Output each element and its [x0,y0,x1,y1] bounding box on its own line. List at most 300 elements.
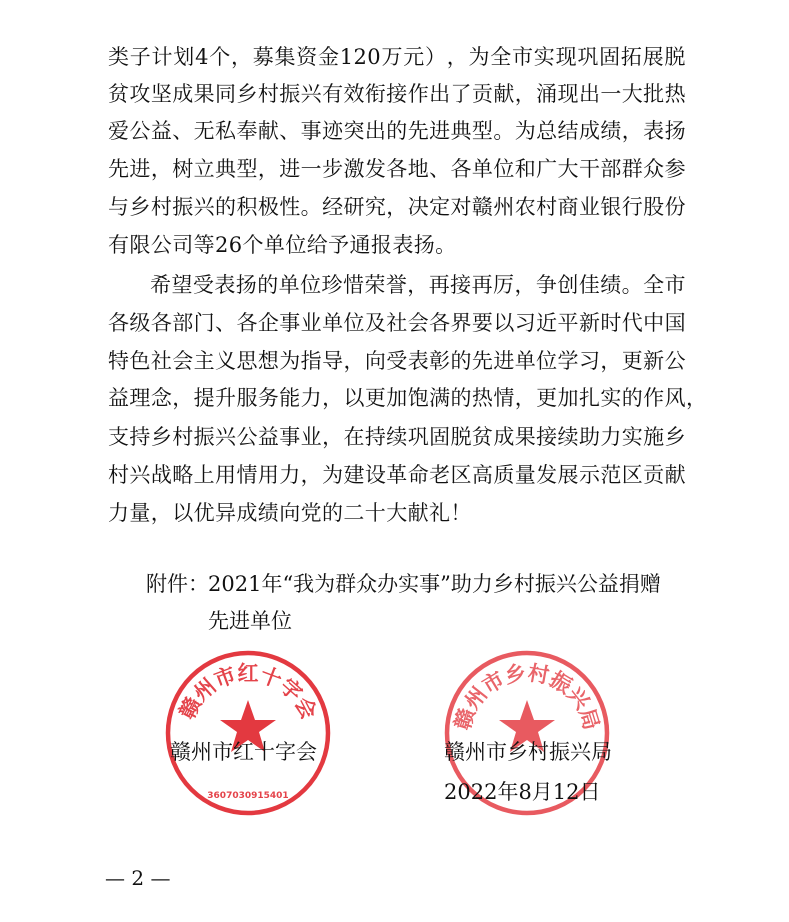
body-char: 。 [621,273,644,297]
body-char: 对 [450,195,472,219]
body-char: 成 [578,119,601,143]
body-char: 厉 [493,273,515,297]
body-line [150,271,686,299]
body-char: 的 [450,349,472,373]
body-char: 广 [536,157,558,181]
body-char: 坚 [150,82,173,106]
body-char: 型 [471,119,494,143]
body-char: 量 [514,463,537,487]
body-char: 出 [364,119,387,143]
body-char: 定 [429,195,451,219]
body-char: 示 [578,463,601,487]
body-char: 要 [471,311,494,335]
seal-text: 赣州市乡村振兴局 [450,660,604,733]
body-char: 拓 [620,45,643,69]
body-char: 情 [236,463,258,487]
body-char: 新 [578,311,601,335]
body-char: ， [150,157,173,181]
body-char: 争 [535,273,558,297]
body-char: 为 [279,349,301,373]
body-char: 万 [381,45,403,69]
body-char: 果 [193,82,216,106]
body-char: 表 [643,119,665,143]
body-char: 极 [257,195,280,219]
body-char: 为 [322,463,344,487]
body-char: 有 [322,82,344,106]
body-char: 事 [279,425,301,449]
body-char: 激 [343,157,365,181]
body-char: 益 [257,425,280,449]
body-char: 果 [514,425,537,449]
body-char: 念 [150,386,173,410]
body-char: 想 [257,349,280,373]
body-char: 义 [215,349,237,373]
body-char: 支 [108,425,130,449]
body-char: 希 [150,273,172,297]
body-char: 会 [172,349,194,373]
body-char: 贡 [471,82,494,106]
body-char: 业 [300,311,323,335]
body-char: 脱 [450,425,472,449]
body-char: 性 [279,195,301,219]
body-char: 续 [386,425,408,449]
body-char: 衔 [364,82,387,106]
body-line [108,117,686,145]
body-char: 私 [215,119,237,143]
body-char: ， [514,273,536,297]
body-char: 受 [192,273,215,297]
body-char: 、 [429,157,451,181]
body-char: 乡 [664,425,686,449]
body-char: 现 [557,82,579,106]
body-char: 进 [279,157,301,181]
body-char: 献 [664,463,686,487]
body-char: 的 [257,273,279,297]
body-char: 进 [129,157,151,181]
body-char: 位 [493,157,515,181]
body-char: 高 [471,463,494,487]
body-char: 力 [300,386,323,410]
body-char: 树 [172,157,194,181]
body-char: 典 [450,119,472,143]
body-char: 的 [215,195,237,219]
body-char: 结 [557,119,579,143]
body-char: 赣 [471,195,494,219]
body-char: 一 [300,157,323,181]
body-char: 力 [279,463,301,487]
attachment-label: 附件： [146,572,209,596]
body-char: 市 [664,273,686,297]
body-char: 型 [236,157,258,181]
body-char: 银 [600,195,622,219]
body-char: 门 [193,311,216,335]
body-line [108,80,686,108]
body-char: 位 [300,273,322,297]
body-char: 中 [643,311,665,335]
body-char: 表 [214,273,236,297]
body-char: 、 [279,119,301,143]
body-char: 各 [150,311,173,335]
body-char: 贡 [643,463,665,487]
attachment-title-cont: 先进单位 [208,609,292,633]
body-char: 乡 [129,195,151,219]
body-char: 固 [599,45,621,69]
body-char: 发 [536,463,558,487]
body-char: 更 [621,349,644,373]
body-char: 为 [468,45,490,69]
body-char: ， [386,195,408,219]
body-char: 类 [108,45,130,69]
body-char: 了 [450,82,472,106]
body-char: 设 [364,463,387,487]
body-char: 益 [108,386,130,410]
body-char: 近 [536,311,558,335]
body-char: 力 [600,425,622,449]
body-char: 业 [300,425,323,449]
body-char: 120 [339,45,382,69]
body-char: 益 [150,119,173,143]
signature-left-org: 赣州市红十字会 [170,740,317,764]
body-char: 企 [257,311,280,335]
body-char: 和 [514,157,537,181]
body-char: 饱 [407,386,430,410]
body-char: 建 [343,463,365,487]
body-char: 涌 [536,82,558,106]
body-char: 村 [108,463,130,487]
body-char: 划 [173,45,195,69]
body-char: 进 [429,119,451,143]
body-char: 更 [536,386,558,410]
body-char: 先 [471,349,494,373]
body-char: 作 [407,82,430,106]
body-char: 各 [386,157,408,181]
body-char: 位 [536,349,558,373]
body-char: 究 [364,195,387,219]
body-line [108,309,686,337]
body-char: 个 [209,45,231,69]
body-char: 乡 [236,82,258,106]
body-char: 乡 [150,425,173,449]
body-char: 佳 [578,273,601,297]
body-char: 实 [533,45,556,69]
body-char: 村 [257,82,280,106]
body-char: 单 [278,273,301,297]
body-char: 兴 [215,425,237,449]
body-char: 绩 [600,273,622,297]
body-char: 学 [557,349,579,373]
body-char: 公 [236,425,258,449]
body-char: 代 [621,311,644,335]
body-char: 扎 [578,386,601,410]
body-char: 及 [364,311,387,335]
body-char: 份 [664,195,686,219]
body-line: 有限公司等26个单位给予通报表扬。 [108,233,457,257]
body-char: 进 [493,349,515,373]
body-char: 兴 [129,463,151,487]
body-char: 加 [386,386,408,410]
body-char: 接 [536,425,558,449]
body-char: 扬 [235,273,258,297]
body-char: 干 [578,157,601,181]
body-char: ， [322,425,344,449]
body-char: 热 [664,82,686,106]
body-char: 老 [429,463,451,487]
body-char: 、 [215,311,237,335]
body-line [108,43,686,71]
body-char: 部 [600,157,622,181]
body-char: 受 [386,349,408,373]
body-char: 巩 [407,425,430,449]
body-char: 革 [386,463,408,487]
body-char: 同 [215,82,237,106]
body-char: 略 [172,463,194,487]
body-line [108,347,686,375]
body-char: 作 [643,386,665,410]
body-char: 命 [407,463,430,487]
body-char: 振 [193,425,216,449]
body-char: 位 [343,311,365,335]
body-char: 现 [555,45,577,69]
body-char: 彰 [429,349,451,373]
body-char: 行 [621,195,644,219]
body-char: 全 [643,273,665,297]
seal-code: 3607030915401 [207,791,289,801]
body-char: 誉 [385,273,408,297]
body-char: 金 [318,45,340,69]
body-char: 经 [322,195,344,219]
body-char: 募 [252,45,275,69]
body-char: 贫 [471,425,494,449]
body-char: 4 [195,45,209,69]
body-char: 荣 [364,273,386,297]
body-char: 区 [621,463,644,487]
body-char: 一 [600,82,622,106]
body-char: 的 [621,386,644,410]
body-char: 与 [108,195,130,219]
body-char: 贫 [108,82,130,106]
body-char: 振 [279,82,301,106]
body-char: 步 [322,157,344,181]
body-char: 子 [129,45,152,69]
body-char: 习 [514,311,537,335]
body-char: ， [300,463,323,487]
body-char: 望 [171,273,193,297]
body-char: 单 [322,311,344,335]
body-char: ， [600,349,622,373]
body-char: 提 [193,386,216,410]
body-char: 商 [557,195,579,219]
body-char: 大 [557,157,579,181]
body-char: 出 [578,82,601,106]
body-char: 为 [514,119,537,143]
body-char: 能 [279,386,301,410]
body-char: 惜 [342,273,365,297]
body-char: 以 [493,311,515,335]
body-char: 立 [193,157,216,181]
body-char: 特 [108,349,130,373]
body-char: 资 [296,45,318,69]
body-char: 范 [600,463,622,487]
body-char: 助 [578,425,601,449]
body-char: 地 [407,157,430,181]
body-char: 创 [557,273,579,297]
body-line [108,193,686,221]
body-char: 攻 [129,82,151,106]
body-char: ， [685,386,708,410]
body-char: 接 [386,82,408,106]
signature-right-org: 赣州市乡村振兴局 [444,740,612,764]
body-char: 界 [450,311,472,335]
body-char: 群 [621,157,644,181]
body-char: 单 [471,157,494,181]
body-line: 力量，以优异成绩向党的二十大献礼！ [108,501,472,525]
body-char: 村 [150,195,173,219]
body-char: 事 [300,119,323,143]
body-char: 再 [471,273,493,297]
body-char: 风 [664,386,686,410]
body-char: 单 [514,349,537,373]
body-char: 效 [343,82,365,106]
body-char: 股 [643,195,665,219]
body-line [108,423,686,451]
seal-text: 赣州市红十字会 [174,661,322,724]
body-char: 献 [257,119,280,143]
body-char: 发 [364,157,387,181]
body-char: 各 [450,157,472,181]
body-char: 部 [172,311,194,335]
body-char: ， [514,82,537,106]
body-char: 级 [129,311,151,335]
body-char: 的 [450,386,472,410]
body-char: 公 [129,119,151,143]
body-char: 平 [557,311,579,335]
body-char: 升 [215,386,237,410]
body-char: 迹 [322,119,344,143]
body-char: 质 [493,463,515,487]
body-char: 计 [151,45,173,69]
body-char: 成 [493,425,515,449]
body-char: ， [446,45,469,69]
body-char: 批 [643,82,665,106]
body-char: 决 [407,195,430,219]
body-char: 、 [172,119,194,143]
body-char: 村 [536,195,558,219]
body-char: 众 [643,157,665,181]
body-char: 奉 [236,119,258,143]
body-char: 加 [557,386,579,410]
body-char: 热 [471,386,494,410]
body-char: 珍 [321,273,343,297]
body-char: 区 [450,463,472,487]
body-char: 大 [621,82,644,106]
body-char: 公 [664,349,686,373]
body-char: 战 [150,463,173,487]
body-char: 导 [322,349,344,373]
body-char: 绩 [600,119,622,143]
body-char: 业 [578,195,601,219]
body-char: 元 [403,45,425,69]
body-char: 接 [450,273,472,297]
body-char: 续 [557,425,579,449]
body-char: 习 [578,349,601,373]
body-char: 新 [643,349,665,373]
body-char: 展 [557,463,579,487]
body-char: 兴 [300,82,323,106]
body-char: 巩 [577,45,599,69]
body-char: 事 [279,311,301,335]
body-char: 服 [236,386,258,410]
body-char: 总 [536,119,558,143]
body-char: 国 [664,311,686,335]
body-char: 社 [386,311,408,335]
body-char: 持 [129,425,151,449]
body-char: 集 [274,45,296,69]
body-char: 。 [300,195,323,219]
body-char: 州 [493,195,515,219]
body-char: ） [424,45,447,69]
body-char: 扬 [664,119,686,143]
body-char: 各 [236,311,258,335]
body-char: 再 [428,273,451,297]
body-line [108,461,686,489]
body-char: 会 [407,311,430,335]
body-char: 突 [343,119,365,143]
body-char: 出 [429,82,451,106]
body-char: 社 [150,349,173,373]
body-char: 积 [236,195,258,219]
body-char: 全 [490,45,512,69]
body-char: 实 [600,386,622,410]
body-char: ， [343,349,365,373]
body-char: 实 [621,425,644,449]
body-char: 主 [193,349,216,373]
body-char: ， [514,386,537,410]
body-char: 理 [129,386,151,410]
body-char: 爱 [108,119,130,143]
body-char: 情 [493,386,515,410]
body-char: 兴 [193,195,216,219]
body-char: 更 [364,386,387,410]
body-char: 无 [193,119,216,143]
body-char: 参 [664,157,686,181]
attachment-title: 2021年“我为群众办实事”助力乡村振兴公益捐赠 [208,572,661,596]
body-char: 先 [108,157,130,181]
body-char: 。 [493,119,515,143]
body-char: 用 [257,463,280,487]
body-char: 振 [172,195,194,219]
body-char: 村 [172,425,194,449]
body-char: 献 [493,82,515,106]
body-char: 施 [643,425,665,449]
body-char: ， [230,45,253,69]
body-char: 各 [429,311,451,335]
body-char: 表 [407,349,430,373]
body-char: ， [322,386,344,410]
body-char: ， [407,273,429,297]
body-char: ， [172,386,194,410]
body-char: 用 [215,463,237,487]
body-char: 在 [343,425,365,449]
body-char: 各 [108,311,130,335]
body-char: 向 [364,349,387,373]
body-char: 农 [514,195,537,219]
body-line [108,155,686,183]
body-char: 思 [236,349,258,373]
body-char: 满 [429,386,451,410]
body-char: 务 [257,386,280,410]
body-char: 展 [642,45,665,69]
body-char: ， [257,157,280,181]
